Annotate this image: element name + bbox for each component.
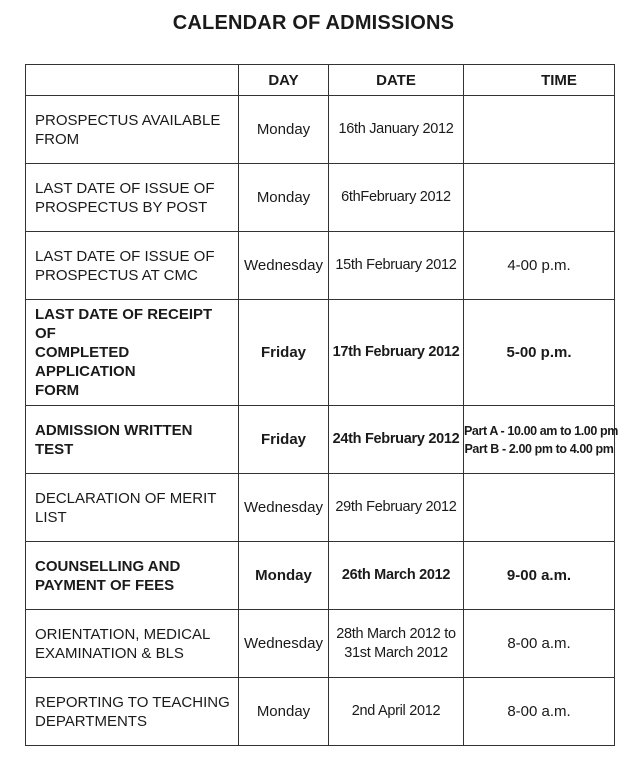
- day-cell: Monday: [239, 678, 329, 746]
- date-cell: 17th February 2012: [329, 300, 464, 406]
- time-cell: [464, 610, 615, 678]
- event-cell: [26, 406, 239, 474]
- table-row: [26, 164, 615, 232]
- time-cell: [464, 542, 615, 610]
- table-header-row: [26, 65, 615, 96]
- day-cell: Wednesday: [239, 232, 329, 300]
- time-cell: [464, 96, 615, 164]
- table-row: [26, 610, 615, 678]
- time-value: 4-00 p.m.: [507, 257, 571, 274]
- day-cell: Friday: [239, 300, 329, 406]
- date-cell: 29th February 2012: [329, 474, 464, 542]
- event-cell: [26, 474, 239, 542]
- event-label: LAST DATE OF ISSUE OF PROSPECTUS AT CMC: [35, 247, 215, 284]
- day-cell: Friday: [239, 406, 329, 474]
- event-label: ORIENTATION, MEDICAL EXAMINATION & BLS: [35, 625, 211, 662]
- time-line: Part B - 2.00 pm to 4.00 pm: [464, 441, 614, 456]
- date-cell: 15th February 2012: [329, 232, 464, 300]
- time-cell: [464, 300, 615, 406]
- time-value: 9-00 a.m.: [506, 567, 572, 584]
- event-label: REPORTING TO TEACHING DEPARTMENTS: [35, 693, 230, 730]
- event-cell: [26, 232, 239, 300]
- day-cell: Monday: [239, 96, 329, 164]
- event-cell: [26, 610, 239, 678]
- table-body: [26, 96, 618, 746]
- event-label: ADMISSION WRITTEN TEST: [35, 421, 193, 458]
- time-cell: [464, 474, 615, 542]
- table-row: [26, 678, 615, 746]
- admissions-table: [25, 64, 618, 746]
- time-line: Part A - 10.00 am to 1.00 pm: [464, 423, 618, 438]
- time-value: 8-00 a.m.: [507, 635, 571, 652]
- event-label: LAST DATE OF ISSUE OF PROSPECTUS BY POST: [35, 179, 215, 216]
- event-cell: [26, 96, 239, 164]
- time-value: 5-00 p.m.: [506, 344, 572, 361]
- time-cell: [464, 406, 618, 474]
- day-cell: Monday: [239, 164, 329, 232]
- event-cell: [26, 300, 239, 406]
- header-date: DATE: [329, 65, 464, 96]
- table-row: [26, 96, 615, 164]
- table-row: [26, 542, 615, 610]
- time-value: 8-00 a.m.: [507, 703, 571, 720]
- date-cell: 24th February 2012: [329, 406, 464, 474]
- day-cell: Wednesday: [239, 610, 329, 678]
- date-cell: 28th March 2012 to 31st March 2012: [329, 610, 464, 678]
- day-cell: Wednesday: [239, 474, 329, 542]
- event-cell: [26, 164, 239, 232]
- event-label: DECLARATION OF MERIT LIST: [35, 489, 217, 526]
- page-title: CALENDAR OF ADMISSIONS: [172, 12, 455, 34]
- time-cell: [464, 678, 615, 746]
- header-time: TIME: [464, 65, 615, 96]
- time-cell: [464, 164, 615, 232]
- header-day: DAY: [239, 65, 329, 96]
- time-cell: [464, 232, 615, 300]
- date-cell: 26th March 2012: [329, 542, 464, 610]
- event-cell: [26, 678, 239, 746]
- date-cell: 6thFebruary 2012: [329, 164, 464, 232]
- event-label: LAST DATE OF RECEIPT OF COMPLETED APPLICATION FORM: [35, 306, 213, 399]
- table-row: [26, 232, 615, 300]
- date-cell: 16th January 2012: [329, 96, 464, 164]
- date-cell: 2nd April 2012: [329, 678, 464, 746]
- table-row: [26, 474, 615, 542]
- event-label: PROSPECTUS AVAILABLE FROM: [35, 111, 221, 148]
- header-event: [26, 65, 239, 96]
- table-row: [26, 300, 615, 406]
- table-row: [26, 406, 615, 474]
- day-cell: Monday: [239, 542, 329, 610]
- event-label: COUNSELLING AND PAYMENT OF FEES: [35, 557, 181, 594]
- event-cell: [26, 542, 239, 610]
